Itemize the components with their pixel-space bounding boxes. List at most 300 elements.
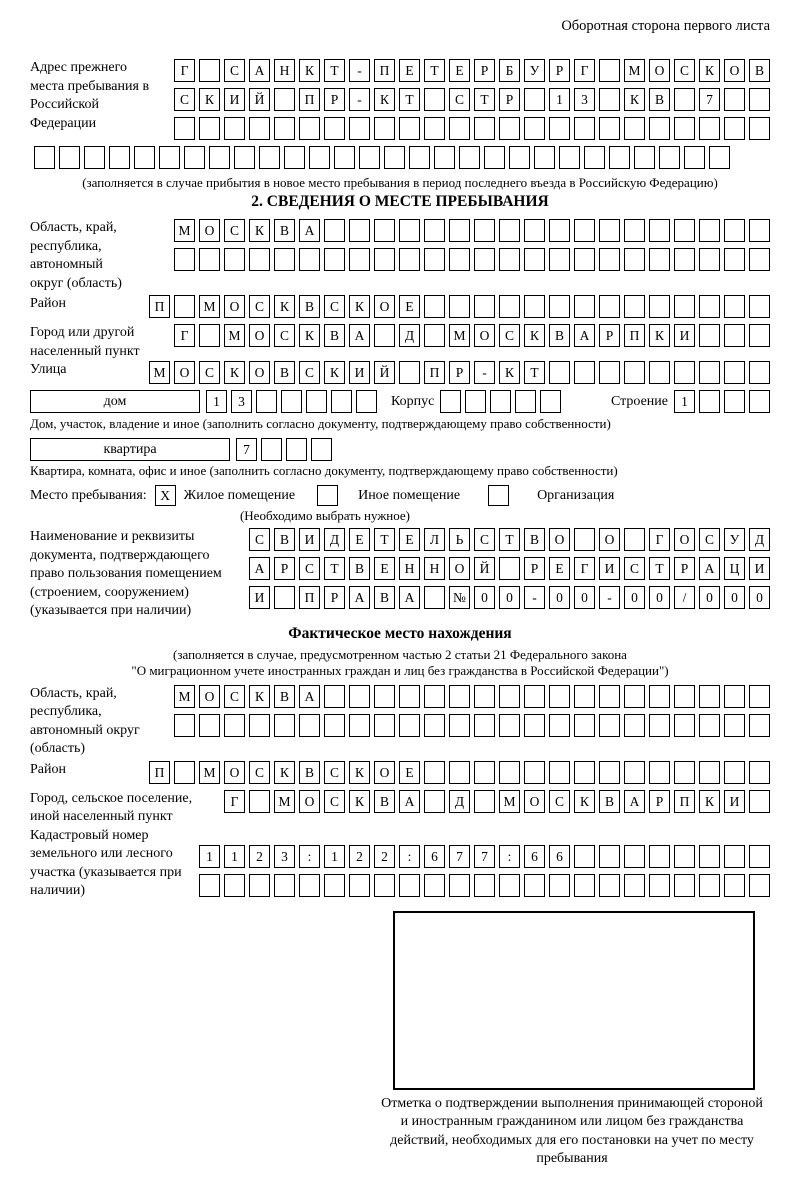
char-cell[interactable]: К xyxy=(299,324,320,347)
char-cell[interactable] xyxy=(349,685,370,708)
char-cell[interactable] xyxy=(499,295,520,318)
char-cell[interactable]: А xyxy=(299,685,320,708)
char-cell[interactable]: В xyxy=(374,586,395,609)
char-cell[interactable] xyxy=(524,714,545,737)
char-cell[interactable] xyxy=(199,324,220,347)
char-cell[interactable] xyxy=(399,874,420,897)
char-cell[interactable] xyxy=(524,117,545,140)
char-cell[interactable] xyxy=(209,146,230,169)
char-cell[interactable]: О xyxy=(249,324,270,347)
char-cell[interactable] xyxy=(309,146,330,169)
char-cell[interactable] xyxy=(515,390,536,413)
char-cell[interactable]: Д xyxy=(324,528,345,551)
char-cell[interactable]: Т xyxy=(474,88,495,111)
char-cell[interactable] xyxy=(709,146,730,169)
char-cell[interactable] xyxy=(286,438,307,461)
char-cell[interactable] xyxy=(384,146,405,169)
char-cell[interactable] xyxy=(199,874,220,897)
char-cell[interactable] xyxy=(524,874,545,897)
char-cell[interactable] xyxy=(724,874,745,897)
char-cell[interactable] xyxy=(674,117,695,140)
char-cell[interactable] xyxy=(434,146,455,169)
char-cell[interactable]: 0 xyxy=(499,586,520,609)
char-cell[interactable] xyxy=(724,761,745,784)
char-cell[interactable]: П xyxy=(424,361,445,384)
char-cell[interactable]: В xyxy=(274,219,295,242)
char-cell[interactable]: № xyxy=(449,586,470,609)
char-cell[interactable] xyxy=(399,248,420,271)
char-cell[interactable]: И xyxy=(599,557,620,580)
char-cell[interactable]: 7 xyxy=(699,88,720,111)
char-cell[interactable] xyxy=(699,117,720,140)
char-cell[interactable]: Г xyxy=(174,324,195,347)
char-cell[interactable]: О xyxy=(649,59,670,82)
char-cell[interactable] xyxy=(674,845,695,868)
char-cell[interactable]: С xyxy=(249,528,270,551)
char-cell[interactable] xyxy=(334,146,355,169)
char-cell[interactable]: 1 xyxy=(324,845,345,868)
char-cell[interactable]: - xyxy=(349,88,370,111)
char-cell[interactable]: А xyxy=(249,59,270,82)
char-cell[interactable]: К xyxy=(699,59,720,82)
char-cell[interactable]: В xyxy=(524,528,545,551)
char-cell[interactable]: Т xyxy=(649,557,670,580)
char-cell[interactable] xyxy=(574,117,595,140)
char-cell[interactable]: Р xyxy=(599,324,620,347)
char-cell[interactable]: С xyxy=(549,790,570,813)
char-cell[interactable] xyxy=(256,390,277,413)
char-cell[interactable]: С xyxy=(224,59,245,82)
char-cell[interactable] xyxy=(624,117,645,140)
char-cell[interactable] xyxy=(274,586,295,609)
char-cell[interactable] xyxy=(749,88,770,111)
char-cell[interactable] xyxy=(499,248,520,271)
stay-type-checkbox-residential[interactable]: X xyxy=(155,485,176,506)
char-cell[interactable] xyxy=(324,685,345,708)
char-cell[interactable] xyxy=(349,714,370,737)
char-cell[interactable]: О xyxy=(474,324,495,347)
char-cell[interactable]: А xyxy=(574,324,595,347)
char-cell[interactable] xyxy=(399,361,420,384)
char-cell[interactable] xyxy=(299,117,320,140)
char-cell[interactable] xyxy=(249,714,270,737)
char-cell[interactable] xyxy=(684,146,705,169)
char-cell[interactable] xyxy=(724,324,745,347)
char-cell[interactable]: 7 xyxy=(449,845,470,868)
char-cell[interactable] xyxy=(374,685,395,708)
char-cell[interactable] xyxy=(674,248,695,271)
char-cell[interactable] xyxy=(599,685,620,708)
char-cell[interactable]: К xyxy=(274,761,295,784)
char-cell[interactable]: Н xyxy=(424,557,445,580)
char-cell[interactable]: П xyxy=(149,761,170,784)
char-cell[interactable] xyxy=(624,248,645,271)
char-cell[interactable] xyxy=(509,146,530,169)
char-cell[interactable] xyxy=(484,146,505,169)
char-cell[interactable] xyxy=(624,874,645,897)
char-cell[interactable] xyxy=(649,714,670,737)
char-cell[interactable] xyxy=(324,714,345,737)
char-cell[interactable] xyxy=(549,219,570,242)
char-cell[interactable]: А xyxy=(399,790,420,813)
char-cell[interactable]: С xyxy=(324,761,345,784)
char-cell[interactable] xyxy=(284,146,305,169)
char-cell[interactable]: 1 xyxy=(224,845,245,868)
char-cell[interactable] xyxy=(499,557,520,580)
char-cell[interactable] xyxy=(440,390,461,413)
char-cell[interactable] xyxy=(549,685,570,708)
char-cell[interactable]: В xyxy=(349,557,370,580)
char-cell[interactable]: 0 xyxy=(474,586,495,609)
char-cell[interactable] xyxy=(356,390,377,413)
char-cell[interactable]: К xyxy=(624,88,645,111)
char-cell[interactable]: Б xyxy=(499,59,520,82)
char-cell[interactable] xyxy=(474,248,495,271)
char-cell[interactable] xyxy=(474,219,495,242)
char-cell[interactable] xyxy=(199,248,220,271)
char-cell[interactable]: С xyxy=(274,324,295,347)
char-cell[interactable] xyxy=(349,874,370,897)
char-cell[interactable]: Г xyxy=(174,59,195,82)
char-cell[interactable]: К xyxy=(299,59,320,82)
char-cell[interactable]: Р xyxy=(324,88,345,111)
char-cell[interactable] xyxy=(349,219,370,242)
char-cell[interactable] xyxy=(474,117,495,140)
char-cell[interactable] xyxy=(324,117,345,140)
char-cell[interactable] xyxy=(306,390,327,413)
char-cell[interactable] xyxy=(574,685,595,708)
char-cell[interactable] xyxy=(424,685,445,708)
char-cell[interactable] xyxy=(174,117,195,140)
char-cell[interactable]: Е xyxy=(449,59,470,82)
char-cell[interactable]: 0 xyxy=(699,586,720,609)
char-cell[interactable]: - xyxy=(524,586,545,609)
char-cell[interactable]: О xyxy=(599,528,620,551)
char-cell[interactable] xyxy=(324,874,345,897)
char-cell[interactable] xyxy=(449,761,470,784)
stay-type-checkbox-organization[interactable] xyxy=(488,485,509,506)
char-cell[interactable]: В xyxy=(749,59,770,82)
char-cell[interactable] xyxy=(574,248,595,271)
char-cell[interactable] xyxy=(174,248,195,271)
char-cell[interactable]: С xyxy=(449,88,470,111)
char-cell[interactable] xyxy=(599,761,620,784)
char-cell[interactable] xyxy=(674,219,695,242)
char-cell[interactable]: 6 xyxy=(424,845,445,868)
char-cell[interactable] xyxy=(574,845,595,868)
char-cell[interactable] xyxy=(274,117,295,140)
char-cell[interactable] xyxy=(609,146,630,169)
char-cell[interactable]: К xyxy=(574,790,595,813)
char-cell[interactable] xyxy=(374,324,395,347)
stay-type-checkbox-other[interactable] xyxy=(317,485,338,506)
char-cell[interactable] xyxy=(649,219,670,242)
char-cell[interactable] xyxy=(174,761,195,784)
char-cell[interactable] xyxy=(449,219,470,242)
char-cell[interactable] xyxy=(649,685,670,708)
char-cell[interactable]: С xyxy=(324,790,345,813)
char-cell[interactable] xyxy=(349,248,370,271)
char-cell[interactable]: С xyxy=(299,361,320,384)
char-cell[interactable]: У xyxy=(724,528,745,551)
char-cell[interactable] xyxy=(624,761,645,784)
char-cell[interactable]: К xyxy=(224,361,245,384)
char-cell[interactable] xyxy=(649,295,670,318)
char-cell[interactable] xyxy=(749,390,770,413)
char-cell[interactable] xyxy=(599,59,620,82)
char-cell[interactable]: Л xyxy=(424,528,445,551)
char-cell[interactable] xyxy=(249,117,270,140)
char-cell[interactable] xyxy=(549,248,570,271)
char-cell[interactable] xyxy=(159,146,180,169)
char-cell[interactable] xyxy=(299,874,320,897)
char-cell[interactable]: Е xyxy=(549,557,570,580)
char-cell[interactable]: 0 xyxy=(724,586,745,609)
char-cell[interactable] xyxy=(424,714,445,737)
char-cell[interactable]: В xyxy=(274,361,295,384)
char-cell[interactable]: 3 xyxy=(274,845,295,868)
char-cell[interactable]: К xyxy=(324,361,345,384)
char-cell[interactable]: Г xyxy=(574,557,595,580)
char-cell[interactable] xyxy=(524,685,545,708)
char-cell[interactable]: 1 xyxy=(199,845,220,868)
char-cell[interactable] xyxy=(659,146,680,169)
char-cell[interactable]: Р xyxy=(649,790,670,813)
char-cell[interactable] xyxy=(499,761,520,784)
char-cell[interactable]: С xyxy=(324,295,345,318)
char-cell[interactable]: У xyxy=(524,59,545,82)
char-cell[interactable] xyxy=(184,146,205,169)
char-cell[interactable]: О xyxy=(524,790,545,813)
char-cell[interactable] xyxy=(574,874,595,897)
char-cell[interactable]: О xyxy=(224,295,245,318)
char-cell[interactable]: К xyxy=(524,324,545,347)
char-cell[interactable] xyxy=(499,714,520,737)
char-cell[interactable] xyxy=(699,324,720,347)
char-cell[interactable] xyxy=(674,295,695,318)
char-cell[interactable]: М xyxy=(174,219,195,242)
char-cell[interactable]: Й xyxy=(474,557,495,580)
char-cell[interactable] xyxy=(274,88,295,111)
char-cell[interactable]: Й xyxy=(374,361,395,384)
char-cell[interactable] xyxy=(424,295,445,318)
char-cell[interactable] xyxy=(409,146,430,169)
char-cell[interactable] xyxy=(574,295,595,318)
char-cell[interactable] xyxy=(574,361,595,384)
char-cell[interactable] xyxy=(324,248,345,271)
char-cell[interactable] xyxy=(499,685,520,708)
char-cell[interactable] xyxy=(749,761,770,784)
char-cell[interactable]: К xyxy=(349,790,370,813)
char-cell[interactable] xyxy=(724,88,745,111)
char-cell[interactable] xyxy=(724,295,745,318)
char-cell[interactable]: А xyxy=(299,219,320,242)
char-cell[interactable] xyxy=(574,528,595,551)
char-cell[interactable] xyxy=(674,874,695,897)
char-cell[interactable]: Т xyxy=(424,59,445,82)
char-cell[interactable]: О xyxy=(724,59,745,82)
char-cell[interactable]: А xyxy=(399,586,420,609)
char-cell[interactable] xyxy=(424,117,445,140)
char-cell[interactable] xyxy=(259,146,280,169)
char-cell[interactable]: П xyxy=(299,88,320,111)
char-cell[interactable] xyxy=(449,685,470,708)
char-cell[interactable] xyxy=(274,248,295,271)
char-cell[interactable] xyxy=(474,295,495,318)
char-cell[interactable] xyxy=(299,714,320,737)
char-cell[interactable] xyxy=(599,248,620,271)
char-cell[interactable] xyxy=(599,117,620,140)
char-cell[interactable] xyxy=(540,390,561,413)
char-cell[interactable]: К xyxy=(349,295,370,318)
char-cell[interactable]: В xyxy=(324,324,345,347)
char-cell[interactable] xyxy=(624,528,645,551)
char-cell[interactable] xyxy=(724,390,745,413)
char-cell[interactable] xyxy=(649,361,670,384)
char-cell[interactable]: О xyxy=(199,685,220,708)
char-cell[interactable]: М xyxy=(224,324,245,347)
char-cell[interactable]: 7 xyxy=(236,438,257,461)
char-cell[interactable] xyxy=(474,714,495,737)
char-cell[interactable]: Н xyxy=(399,557,420,580)
char-cell[interactable]: Д xyxy=(449,790,470,813)
char-cell[interactable]: О xyxy=(199,219,220,242)
char-cell[interactable]: Е xyxy=(399,761,420,784)
char-cell[interactable] xyxy=(674,761,695,784)
char-cell[interactable] xyxy=(299,248,320,271)
char-cell[interactable]: И xyxy=(224,88,245,111)
char-cell[interactable]: 0 xyxy=(749,586,770,609)
char-cell[interactable] xyxy=(459,146,480,169)
char-cell[interactable] xyxy=(749,874,770,897)
char-cell[interactable]: С xyxy=(299,557,320,580)
char-cell[interactable]: И xyxy=(349,361,370,384)
char-cell[interactable]: К xyxy=(349,761,370,784)
char-cell[interactable] xyxy=(699,845,720,868)
char-cell[interactable]: М xyxy=(199,761,220,784)
char-cell[interactable]: Г xyxy=(574,59,595,82)
char-cell[interactable]: В xyxy=(274,528,295,551)
char-cell[interactable] xyxy=(109,146,130,169)
char-cell[interactable] xyxy=(174,714,195,737)
char-cell[interactable] xyxy=(574,219,595,242)
char-cell[interactable] xyxy=(424,88,445,111)
char-cell[interactable]: Е xyxy=(399,295,420,318)
house-name-box[interactable]: дом xyxy=(30,390,200,413)
char-cell[interactable]: Р xyxy=(449,361,470,384)
char-cell[interactable]: А xyxy=(349,586,370,609)
char-cell[interactable] xyxy=(649,874,670,897)
char-cell[interactable] xyxy=(399,685,420,708)
char-cell[interactable] xyxy=(649,845,670,868)
char-cell[interactable] xyxy=(424,790,445,813)
char-cell[interactable]: С xyxy=(224,685,245,708)
char-cell[interactable]: 3 xyxy=(574,88,595,111)
char-cell[interactable] xyxy=(674,88,695,111)
char-cell[interactable] xyxy=(499,874,520,897)
char-cell[interactable]: С xyxy=(174,88,195,111)
char-cell[interactable]: 2 xyxy=(249,845,270,868)
char-cell[interactable] xyxy=(424,248,445,271)
char-cell[interactable] xyxy=(474,790,495,813)
char-cell[interactable] xyxy=(424,219,445,242)
char-cell[interactable] xyxy=(399,117,420,140)
char-cell[interactable] xyxy=(699,361,720,384)
char-cell[interactable] xyxy=(724,845,745,868)
char-cell[interactable]: О xyxy=(374,295,395,318)
char-cell[interactable] xyxy=(224,248,245,271)
char-cell[interactable] xyxy=(749,845,770,868)
char-cell[interactable]: П xyxy=(674,790,695,813)
char-cell[interactable] xyxy=(599,845,620,868)
char-cell[interactable]: - xyxy=(599,586,620,609)
char-cell[interactable] xyxy=(724,219,745,242)
char-cell[interactable] xyxy=(749,714,770,737)
char-cell[interactable]: А xyxy=(624,790,645,813)
char-cell[interactable]: М xyxy=(624,59,645,82)
char-cell[interactable] xyxy=(134,146,155,169)
char-cell[interactable]: Т xyxy=(324,59,345,82)
char-cell[interactable]: В xyxy=(599,790,620,813)
char-cell[interactable]: Д xyxy=(399,324,420,347)
char-cell[interactable] xyxy=(724,714,745,737)
char-cell[interactable]: П xyxy=(299,586,320,609)
char-cell[interactable] xyxy=(674,685,695,708)
char-cell[interactable] xyxy=(724,117,745,140)
char-cell[interactable]: Е xyxy=(399,528,420,551)
char-cell[interactable]: О xyxy=(374,761,395,784)
char-cell[interactable] xyxy=(399,219,420,242)
char-cell[interactable]: С xyxy=(699,528,720,551)
char-cell[interactable]: 3 xyxy=(231,390,252,413)
char-cell[interactable] xyxy=(534,146,555,169)
char-cell[interactable]: К xyxy=(649,324,670,347)
char-cell[interactable]: 0 xyxy=(649,586,670,609)
char-cell[interactable] xyxy=(34,146,55,169)
char-cell[interactable]: Р xyxy=(274,557,295,580)
char-cell[interactable] xyxy=(649,248,670,271)
char-cell[interactable] xyxy=(474,874,495,897)
char-cell[interactable]: О xyxy=(674,528,695,551)
char-cell[interactable]: М xyxy=(449,324,470,347)
char-cell[interactable] xyxy=(359,146,380,169)
char-cell[interactable]: С xyxy=(224,219,245,242)
char-cell[interactable]: С xyxy=(249,295,270,318)
char-cell[interactable] xyxy=(524,88,545,111)
char-cell[interactable] xyxy=(749,685,770,708)
char-cell[interactable] xyxy=(624,714,645,737)
char-cell[interactable]: Г xyxy=(649,528,670,551)
char-cell[interactable] xyxy=(549,714,570,737)
char-cell[interactable] xyxy=(274,714,295,737)
char-cell[interactable]: / xyxy=(674,586,695,609)
char-cell[interactable]: 1 xyxy=(206,390,227,413)
char-cell[interactable]: М xyxy=(174,685,195,708)
char-cell[interactable]: - xyxy=(349,59,370,82)
char-cell[interactable] xyxy=(261,438,282,461)
char-cell[interactable] xyxy=(699,761,720,784)
char-cell[interactable] xyxy=(374,714,395,737)
char-cell[interactable] xyxy=(674,714,695,737)
char-cell[interactable] xyxy=(599,219,620,242)
char-cell[interactable] xyxy=(274,874,295,897)
char-cell[interactable]: : xyxy=(399,845,420,868)
char-cell[interactable]: Р xyxy=(324,586,345,609)
char-cell[interactable] xyxy=(424,324,445,347)
char-cell[interactable]: : xyxy=(499,845,520,868)
char-cell[interactable] xyxy=(559,146,580,169)
char-cell[interactable]: И xyxy=(674,324,695,347)
